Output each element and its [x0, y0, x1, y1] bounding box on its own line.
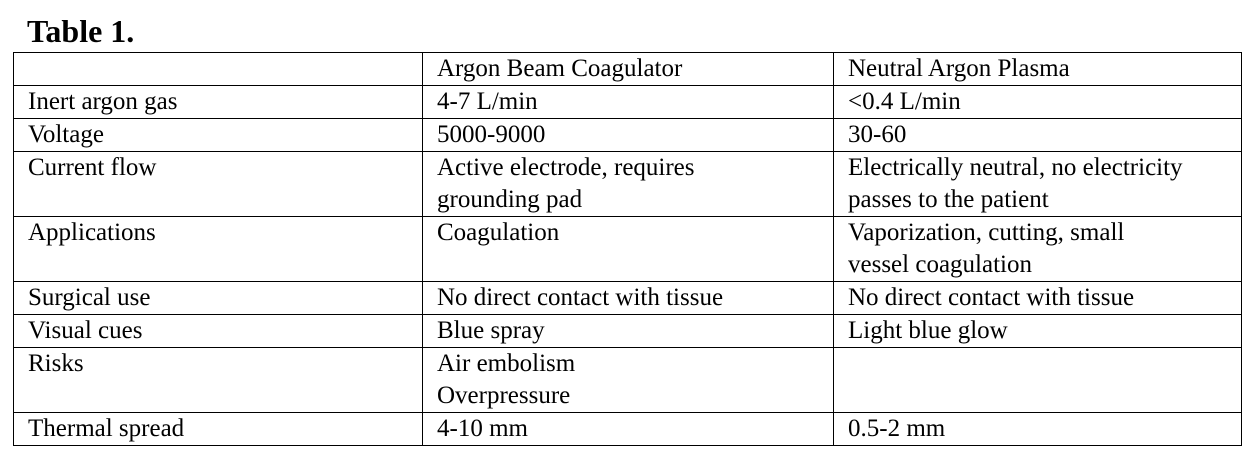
header-cell-neutral-argon-plasma: Neutral Argon Plasma [834, 53, 1242, 86]
header-cell-empty [14, 53, 423, 86]
row-label: Surgical use [14, 282, 423, 315]
table-row [14, 86, 1242, 119]
cell-line: passes to the patient [848, 186, 1049, 213]
table-header-row [14, 53, 1242, 86]
cell-line: Light blue glow [848, 317, 1008, 344]
cell-abc [423, 86, 834, 119]
table-title: Table 1. [27, 13, 135, 49]
cell-line: 0.5-2 mm [848, 415, 946, 442]
cell-nap [834, 119, 1242, 152]
header-cell-argon-beam-coagulator: Argon Beam Coagulator [423, 53, 834, 86]
cell-line: <0.4 L/min [848, 88, 961, 115]
cell-line: 30-60 [848, 121, 907, 148]
table-row [14, 217, 1242, 282]
cell-line: Overpressure [437, 382, 571, 409]
cell-nap [834, 86, 1242, 119]
table-row [14, 282, 1242, 315]
cell-line: No direct contact with tissue [437, 284, 724, 311]
cell-line: 4-7 L/min [437, 88, 538, 115]
table-row [14, 413, 1242, 446]
cell-line: Blue spray [437, 317, 545, 344]
cell-abc [423, 217, 834, 282]
row-label: Voltage [14, 119, 423, 152]
cell-abc [423, 119, 834, 152]
table-row [14, 119, 1242, 152]
cell-line: 5000-9000 [437, 121, 546, 148]
cell-line: Vaporization, cutting, small [848, 219, 1125, 246]
cell-line: Air embolism [437, 350, 576, 377]
row-label: Inert argon gas [14, 86, 423, 119]
cell-line: 4-10 mm [437, 415, 528, 442]
cell-abc [423, 413, 834, 446]
row-label: Visual cues [14, 315, 423, 348]
row-label: Current flow [14, 152, 423, 217]
cell-line: grounding pad [437, 186, 583, 213]
cell-nap [834, 413, 1242, 446]
comparison-table [13, 52, 1242, 446]
row-label: Risks [14, 348, 423, 413]
cell-line: No direct contact with tissue [848, 284, 1135, 311]
cell-line: Coagulation [437, 219, 560, 246]
cell-nap [834, 315, 1242, 348]
cell-nap [834, 282, 1242, 315]
cell-nap [834, 152, 1242, 217]
cell-abc [423, 152, 834, 217]
cell-nap [834, 217, 1242, 282]
cell-line: vessel coagulation [848, 251, 1032, 278]
table-row [14, 315, 1242, 348]
cell-abc [423, 315, 834, 348]
row-label: Thermal spread [14, 413, 423, 446]
cell-abc [423, 348, 834, 413]
row-label: Applications [14, 217, 423, 282]
cell-nap [834, 348, 1242, 413]
table-row [14, 152, 1242, 217]
cell-line: Active electrode, requires [437, 154, 695, 181]
cell-abc [423, 282, 834, 315]
table-row [14, 348, 1242, 413]
cell-line: Electrically neutral, no electricity [848, 154, 1183, 181]
